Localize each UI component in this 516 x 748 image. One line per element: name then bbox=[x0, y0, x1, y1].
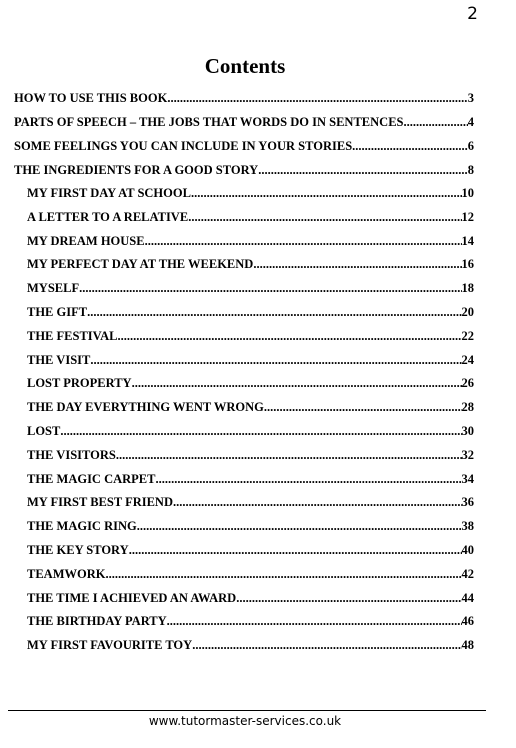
toc-entry[interactable] bbox=[14, 539, 474, 563]
toc-entry[interactable] bbox=[14, 634, 474, 658]
toc-entry-page-number: 12 bbox=[461, 209, 474, 224]
dot-leader bbox=[105, 563, 461, 587]
dot-leader bbox=[60, 420, 461, 444]
toc-entry[interactable] bbox=[14, 230, 474, 254]
toc-entry[interactable] bbox=[14, 444, 474, 468]
dot-leader bbox=[352, 134, 468, 158]
toc-entry-label: LOST PROPERTY bbox=[27, 376, 132, 391]
dot-leader bbox=[137, 515, 462, 539]
toc-entry-label: THE INGREDIENTS FOR A GOOD STORY bbox=[14, 163, 259, 177]
dot-leader bbox=[145, 230, 462, 254]
dot-leader bbox=[167, 610, 462, 634]
dot-leader bbox=[403, 110, 467, 134]
toc-entry-page-number: 24 bbox=[461, 352, 474, 367]
toc-entry-page-number: 6 bbox=[467, 139, 474, 153]
dot-leader bbox=[253, 253, 461, 277]
toc-entry[interactable] bbox=[14, 158, 474, 182]
page-title: Contents bbox=[204, 54, 286, 78]
toc-entry-page-number: 16 bbox=[461, 257, 474, 272]
toc-entry-label: SOME FEELINGS YOU CAN INCLUDE IN YOUR STORIES bbox=[14, 139, 353, 153]
toc-entry-label: MY FIRST BEST FRIEND bbox=[27, 495, 173, 510]
toc-entry[interactable] bbox=[14, 325, 474, 349]
toc-entry[interactable] bbox=[14, 563, 474, 587]
toc-entry-page-number: 18 bbox=[461, 281, 474, 296]
toc-entry-page-number: 30 bbox=[461, 423, 474, 438]
dot-leader bbox=[155, 468, 461, 492]
toc-entry-label: MY PERFECT DAY AT THE WEEKEND bbox=[27, 257, 254, 272]
toc-entry-label: TEAMWORK bbox=[27, 566, 106, 581]
toc-entry-label: THE KEY STORY bbox=[27, 542, 129, 557]
dot-leader bbox=[117, 325, 461, 349]
toc-entry-page-number: 28 bbox=[461, 400, 474, 415]
dot-leader bbox=[167, 86, 467, 110]
toc-entry[interactable] bbox=[14, 277, 474, 301]
dot-leader bbox=[264, 396, 462, 420]
toc-entry-label: MY FIRST DAY AT SCHOOL bbox=[27, 186, 191, 200]
toc-entry[interactable] bbox=[14, 349, 474, 373]
toc-entry-page-number: 48 bbox=[461, 638, 474, 653]
toc-entry-page-number: 44 bbox=[461, 590, 474, 605]
toc-entry-page-number: 8 bbox=[467, 163, 474, 177]
toc-entry-page-number: 14 bbox=[461, 233, 474, 248]
toc-entry-label: THE GIFT bbox=[27, 304, 88, 319]
toc-entry[interactable] bbox=[14, 491, 474, 515]
toc-entry-page-number: 40 bbox=[461, 542, 474, 557]
toc-entry-page-number: 10 bbox=[461, 186, 474, 200]
toc-entry-label: MY FIRST FAVOURITE TOY bbox=[27, 638, 193, 653]
dot-leader bbox=[90, 349, 461, 373]
toc-entry[interactable] bbox=[14, 396, 474, 420]
table-of-contents bbox=[14, 86, 474, 658]
toc-entry-page-number: 26 bbox=[461, 376, 474, 391]
footer-divider bbox=[8, 710, 486, 711]
dot-leader bbox=[188, 206, 461, 230]
dot-leader bbox=[132, 372, 462, 396]
toc-entry[interactable] bbox=[14, 515, 474, 539]
toc-entry-page-number: 36 bbox=[461, 495, 474, 510]
toc-entry-page-number: 20 bbox=[461, 304, 474, 319]
toc-entry-page-number: 34 bbox=[461, 471, 474, 486]
dot-leader bbox=[258, 158, 468, 182]
toc-entry-label: THE TIME I ACHIEVED AN AWARD bbox=[27, 590, 237, 605]
toc-entry-label: THE FESTIVAL bbox=[27, 328, 118, 343]
toc-entry-label: THE MAGIC CARPET bbox=[27, 471, 156, 486]
dot-leader bbox=[87, 301, 461, 325]
dot-leader bbox=[79, 277, 461, 301]
toc-entry[interactable] bbox=[14, 253, 474, 277]
toc-entry-label: THE DAY EVERYTHING WENT WRONG bbox=[27, 400, 264, 415]
toc-entry[interactable] bbox=[14, 587, 474, 611]
toc-entry-label: A LETTER TO A RELATIVE bbox=[27, 209, 189, 224]
toc-entry-page-number: 46 bbox=[461, 614, 474, 629]
toc-entry-page-number: 4 bbox=[467, 115, 474, 129]
footer-url: www.tutormaster-services.co.uk bbox=[148, 714, 342, 728]
toc-entry-page-number: 32 bbox=[461, 447, 474, 462]
dot-leader bbox=[236, 587, 461, 611]
toc-entry-label: MYSELF bbox=[27, 281, 80, 296]
toc-entry[interactable] bbox=[14, 134, 474, 158]
toc-entry[interactable] bbox=[14, 468, 474, 492]
toc-entry[interactable] bbox=[14, 610, 474, 634]
toc-entry-page-number: 42 bbox=[461, 566, 474, 581]
toc-entry[interactable] bbox=[14, 110, 474, 134]
toc-entry[interactable] bbox=[14, 301, 474, 325]
dot-leader bbox=[173, 491, 462, 515]
toc-entry-label: THE BIRTHDAY PARTY bbox=[27, 614, 167, 629]
toc-entry-label: THE VISITORS bbox=[27, 447, 116, 462]
dot-leader bbox=[129, 539, 462, 563]
toc-entry-page-number: 3 bbox=[467, 91, 474, 105]
dot-leader bbox=[191, 182, 462, 206]
toc-entry-label: MY DREAM HOUSE bbox=[27, 233, 145, 248]
page-number: 2 bbox=[467, 4, 478, 24]
dot-leader bbox=[116, 444, 462, 468]
toc-entry[interactable] bbox=[14, 86, 474, 110]
toc-entry-label: PARTS OF SPEECH – THE JOBS THAT WORDS DO IN SENTENCES bbox=[14, 115, 404, 129]
toc-entry[interactable] bbox=[14, 372, 474, 396]
toc-entry[interactable] bbox=[14, 182, 474, 206]
toc-entry[interactable] bbox=[14, 420, 474, 444]
toc-entry[interactable] bbox=[14, 206, 474, 230]
toc-entry-label: HOW TO USE THIS BOOK bbox=[14, 91, 168, 105]
toc-entry-label: THE MAGIC RING bbox=[27, 519, 137, 534]
toc-entry-page-number: 22 bbox=[461, 328, 474, 343]
toc-entry-page-number: 38 bbox=[461, 519, 474, 534]
dot-leader bbox=[192, 634, 461, 658]
toc-entry-label: THE VISIT bbox=[27, 352, 91, 367]
toc-entry-label: LOST bbox=[27, 423, 61, 438]
